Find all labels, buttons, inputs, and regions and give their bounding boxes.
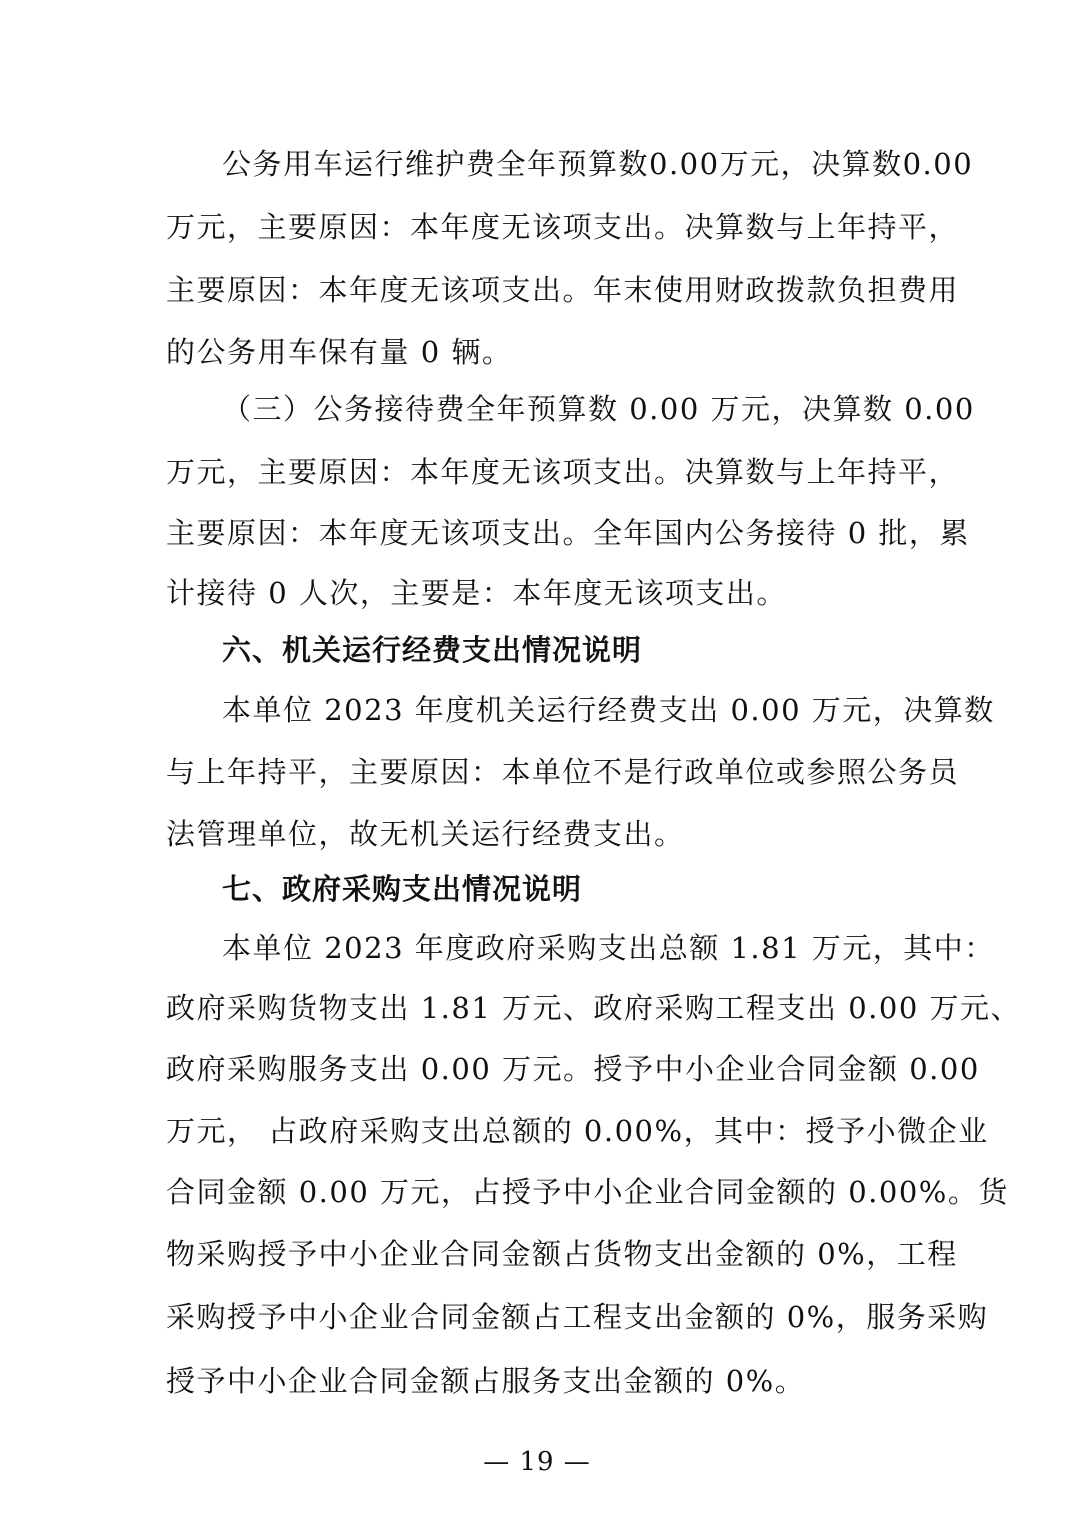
text-line: 主要原因：本年度无该项支出。年末使用财政拨款负担费用 bbox=[166, 273, 960, 307]
section-heading: 六、机关运行经费支出情况说明 bbox=[222, 633, 643, 667]
text-line: 计接待 0 人次，主要是：本年度无该项支出。 bbox=[166, 576, 787, 610]
text-line: 物采购授予中小企业合同金额占货物支出金额的 0%，工程 bbox=[166, 1237, 958, 1271]
text-line: 的公务用车保有量 0 辆。 bbox=[166, 335, 513, 369]
text-line: 主要原因：本年度无该项支出。全年国内公务接待 0 批，累 bbox=[166, 516, 970, 550]
text-line: 采购授予中小企业合同金额占工程支出金额的 0%，服务采购 bbox=[166, 1300, 989, 1334]
text-line: 与上年持平，主要原因：本单位不是行政单位或参照公务员 bbox=[166, 755, 960, 789]
text-line: 万元， 占政府采购支出总额的 0.00%，其中：授予小微企业 bbox=[166, 1114, 989, 1148]
text-line: 万元，主要原因：本年度无该项支出。决算数与上年持平， bbox=[166, 210, 960, 244]
text-line: 本单位 2023 年度机关运行经费支出 0.00 万元，决算数 bbox=[222, 693, 995, 727]
text-line: 政府采购服务支出 0.00 万元。授予中小企业合同金额 0.00 bbox=[166, 1052, 980, 1086]
text-line: 万元，主要原因：本年度无该项支出。决算数与上年持平， bbox=[166, 455, 960, 489]
text-line: 本单位 2023 年度政府采购支出总额 1.81 万元，其中： bbox=[222, 931, 995, 965]
text-line: 法管理单位，故无机关运行经费支出。 bbox=[166, 817, 685, 851]
text-line: 政府采购货物支出 1.81 万元、政府采购工程支出 0.00 万元、 bbox=[166, 991, 1022, 1025]
text-line: 公务用车运行维护费全年预算数0.00万元，决算数0.00 bbox=[222, 147, 974, 181]
page-number: — 19 — bbox=[483, 1447, 591, 1477]
section-heading: 七、政府采购支出情况说明 bbox=[222, 872, 583, 906]
text-line: 授予中小企业合同金额占服务支出金额的 0%。 bbox=[166, 1364, 806, 1398]
text-line: （三）公务接待费全年预算数 0.00 万元，决算数 0.00 bbox=[222, 392, 975, 426]
text-line: 合同金额 0.00 万元，占授予中小企业合同金额的 0.00%。货 bbox=[166, 1175, 1009, 1209]
